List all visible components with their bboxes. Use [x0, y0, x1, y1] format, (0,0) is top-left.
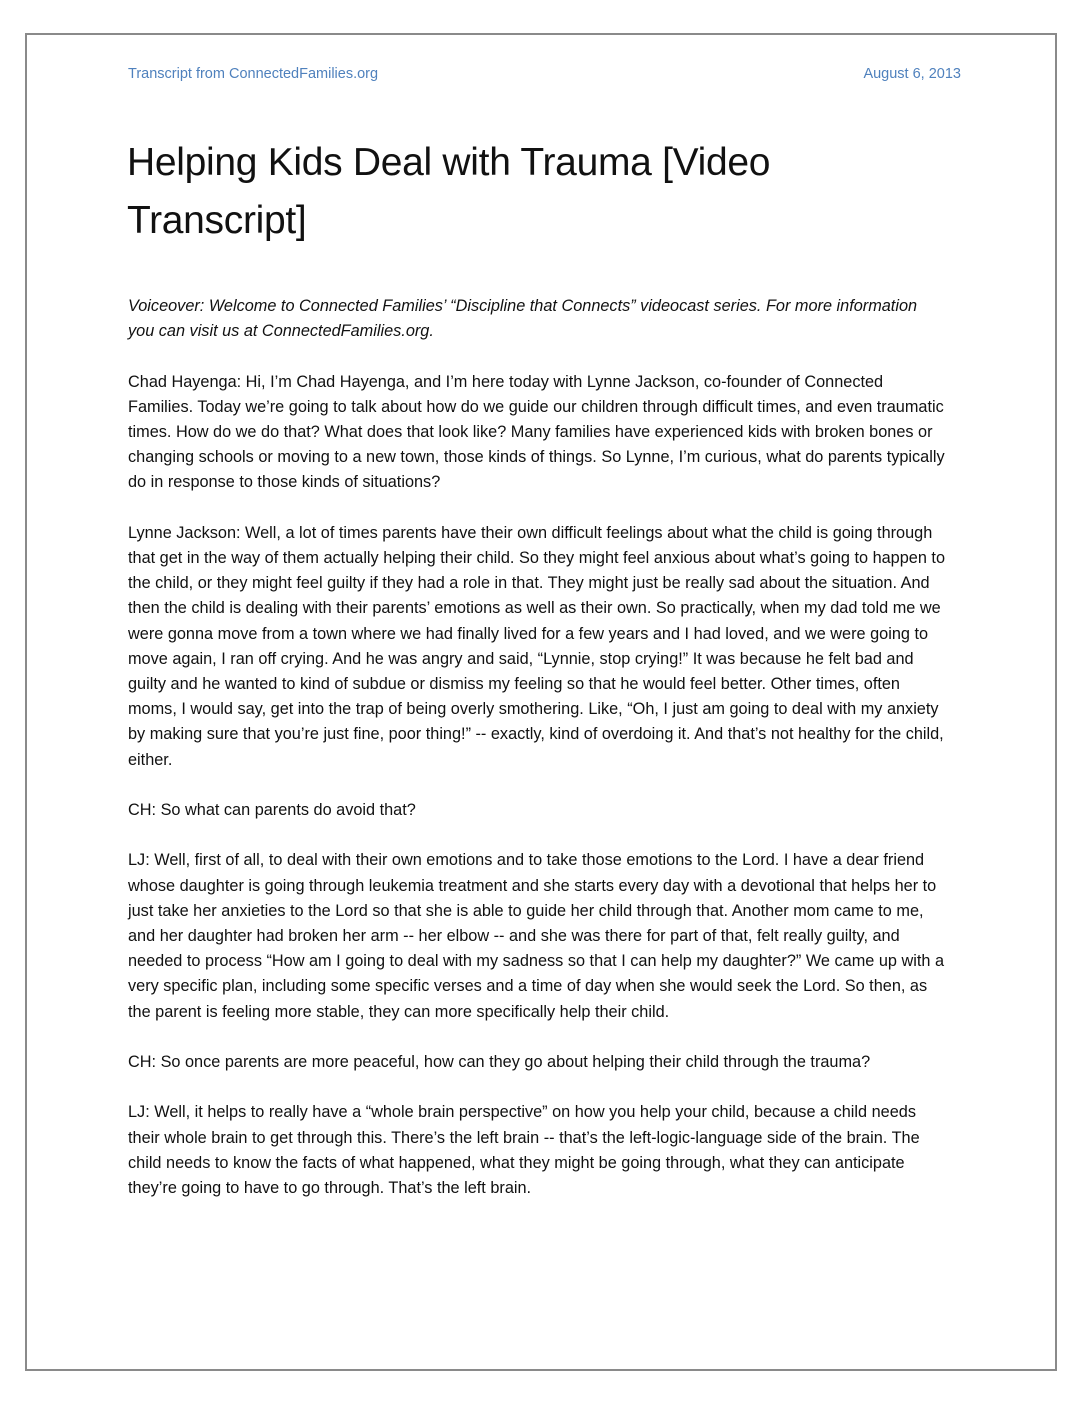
transcript-paragraph: LJ: Well, first of all, to deal with their own emotions and to take those emotions to the Lord. I have a dear friend whose daughter is going through leukemia treatment and she starts every day with a devotional that helps her to just take her anxieties to the Lord so that she is able to guide her child through that. Another mom came to me, and her daughter had broken her arm -- her elbow -- and she was there for part of that, felt really guilty, and needed to process “How am I going to deal with my sadness so that I can help my daughter?” We came up with a very specific plan, including some specific verses and a time of day when she would seek the Lord. So then, as the parent is feeling more stable, they can more specifically help their child.	[128, 851, 945, 1021]
transcript-body	[128, 294, 946, 1226]
transcript-paragraph: LJ: Well, it helps to really have a “whole brain perspective” on how you help your child, because a child needs their whole brain to get through this. There’s the left brain -- that’s the left-logic-language side of the brain. The child needs to know the facts of what happened, what they might be going through, what they can anticipate they’re going to have to go through. That’s the left brain.	[128, 1103, 920, 1198]
header-source: Transcript from ConnectedFamilies.org	[128, 66, 379, 82]
transcript-paragraph: Chad Hayenga: Hi, I’m Chad Hayenga, and I’m here today with Lynne Jackson, co-founder of Connected Families. Today we’re going to talk about how do we guide our children through difficult times, and even traumatic times. How do we do that? What does that look like? Many families have experienced kids with broken bones or changing schools or moving to a new town, those kinds of things. So Lynne, I’m curious, what do parents typically do in response to those kinds of situations?	[128, 372, 945, 492]
header-date: August 6, 2013	[863, 66, 961, 82]
transcript-paragraph: CH: So what can parents do avoid that?	[128, 801, 416, 820]
page-header	[128, 66, 961, 86]
transcript-paragraph: CH: So once parents are more peaceful, how can they go about helping their child through the trauma?	[128, 1053, 871, 1072]
voiceover-paragraph: Voiceover: Welcome to Connected Families’ “Discipline that Connects” videocast series. For more information you can visit us at ConnectedFamilies.org.	[128, 297, 918, 341]
transcript-paragraph: Lynne Jackson: Well, a lot of times parents have their own difficult feelings about what the child is going through that get in the way of them actually helping their child. So they might feel anxious about what’s going to happen to the child, or they might feel guilty if they had a role in that. They might just be really sad about the situation. And then the child is dealing with their parents’ emotions as well as their own. So practically, when my dad told me we were gonna move from a town where we had finally lived for a few years and I had loved, and we were going to move again, I ran off crying. And he was angry and said, “Lynnie, stop crying!” It was because he felt bad and guilty and he wanted to kind of subdue or dismiss my feeling so that he would feel better. Other times, often moms, I would say, get into the trap of being overly smothering. Like, “Oh, I just am going to deal with my anxiety by making sure that you’re just fine, poor thing!” -- exactly, kind of overdoing it. And that’s not healthy for the child, either.	[128, 523, 945, 769]
document-title: Helping Kids Deal with Trauma [Video Transcript]	[127, 141, 771, 242]
